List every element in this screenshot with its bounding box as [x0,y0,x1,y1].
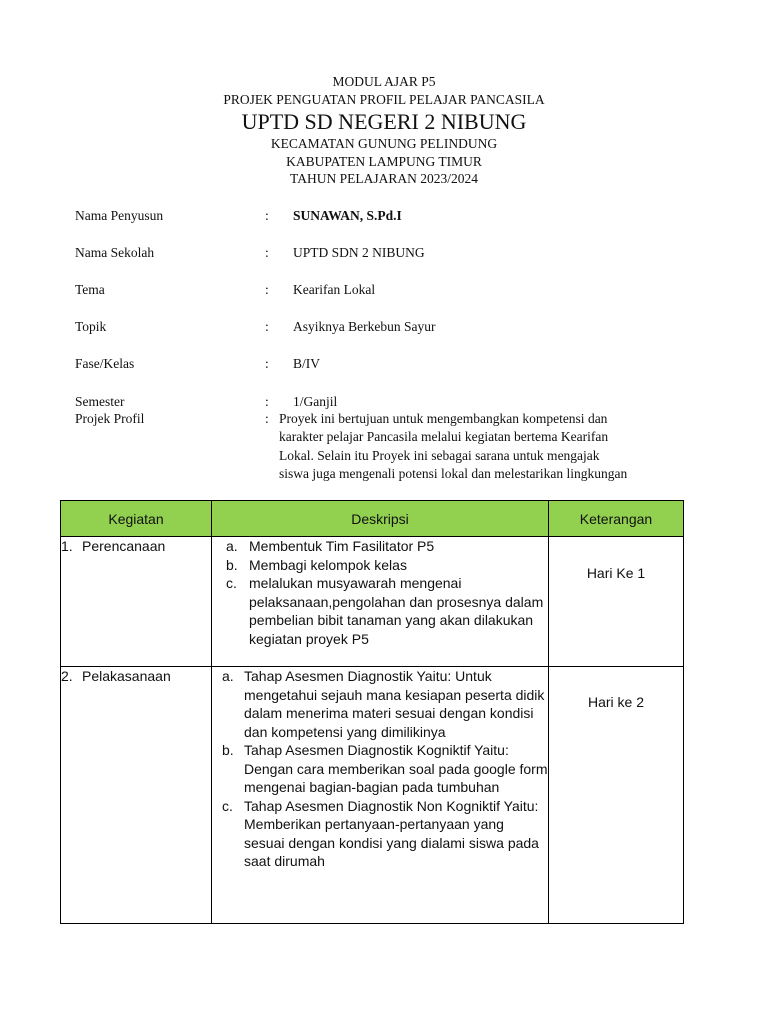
item-text: melalukan musyawarah mengenai pelaksanaan,pengolahan dan prosesnya dalam pembelian bibit tanaman yang akan dilakukan kegiatan proyek P5 [249,575,544,647]
info-label: Nama Sekolah [75,245,155,260]
list-item [212,667,548,741]
module-title: MODUL AJAR P5 [332,74,436,89]
info-label: Tema [75,282,105,297]
header-kegiatan: Kegiatan [61,501,212,537]
item-marker: b. [226,556,238,573]
item-text: Tahap Asesmen Diagnostik Kogniktif Yaitu: Dengan cara memberikan soal pada google form mengenai bagian-bagian pada tumbuhan [244,742,548,795]
info-colon: : [265,282,269,297]
info-value: SUNAWAN, S.Pd.I [293,208,402,223]
document-header [0,73,768,188]
info-value: B/IV [293,356,320,371]
district-line: KECAMATAN GUNUNG PELINDUNG [270,136,498,151]
regency-line: KABUPATEN LAMPUNG TIMUR [286,153,482,169]
item-text: Tahap Asesmen Diagnostik Yaitu: Untuk mengetahui sejauh mana kesiapan peserta didik dalam menerima materi sesuai dengan kondisi dan kompetensi yang dimilikinya [244,668,545,740]
list-item [212,537,548,556]
info-label: Topik [75,319,107,334]
info-label: Nama Penyusun [75,208,164,223]
item-marker: a. [222,668,234,684]
table-row [61,667,684,924]
kegiatan-cell [61,537,212,667]
info-value: UPTD SDN 2 NIBUNG [293,245,425,260]
item-text: Tahap Asesmen Diagnostik Non Kogniktif Yaitu: Memberikan pertanyaan-pertanyaan yang sesuai dengan kondisi yang dialami siswa pada saat dirumah [244,797,539,869]
item-text: Membagi kelompok kelas [249,556,407,573]
info-label: Semester [75,394,125,409]
keterangan-cell: Hari ke 2 [549,667,684,924]
header-deskripsi: Deskripsi [212,501,549,537]
list-item [212,574,548,648]
item-marker: c. [226,575,237,591]
header-keterangan: Keterangan [549,501,684,537]
item-marker: c. [222,797,233,814]
info-row-projek-profil [75,410,675,481]
list-item [212,556,548,575]
table-header-row [61,501,684,537]
keterangan-cell: Hari Ke 1 [549,537,684,667]
info-colon: : [265,394,269,409]
kegiatan-name: Perencanaan [82,538,166,554]
projek-profil-description: Proyek ini bertujuan untuk mengembangkan kompetensi dan karakter pelajar Pancasila melalui kegiatan bertema Kearifan Lokal. Selain itu Proyek ini sebagai sarana untuk mengajak siswa juga mengenali potensi lokal dan melestarikan lingkungan [279,411,628,481]
info-colon: : [265,245,269,260]
school-year-line: TAHUN PELAJARAN 2023/2024 [290,171,478,186]
project-title: PROJEK PENGUATAN PROFIL PELAJAR PANCASILA [223,91,545,107]
kegiatan-name: Pelakasanaan [82,668,171,684]
table-row [61,537,684,667]
info-value: 1/Ganjil [293,394,338,409]
item-marker: b. [222,742,234,758]
info-colon: : [265,208,269,223]
info-value: Kearifan Lokal [293,282,376,297]
list-item [212,741,548,797]
item-marker: a. [226,538,238,554]
item-text: Membentuk Tim Fasilitator P5 [249,538,435,554]
info-colon: : [265,319,269,334]
info-colon: : [265,411,269,426]
info-label: Projek Profil [75,411,145,426]
info-label: Fase/Kelas [75,356,135,371]
school-name: UPTD SD NEGERI 2 NIBUNG [241,109,527,134]
info-value: Asyiknya Berkebun Sayur [293,319,436,334]
kegiatan-cell [61,667,212,924]
deskripsi-cell [212,667,549,924]
deskripsi-cell [212,537,549,667]
row-number: 1. [61,538,73,554]
info-colon: : [265,356,269,371]
row-number: 2. [61,668,73,684]
activity-table [60,500,684,924]
list-item [212,797,548,871]
